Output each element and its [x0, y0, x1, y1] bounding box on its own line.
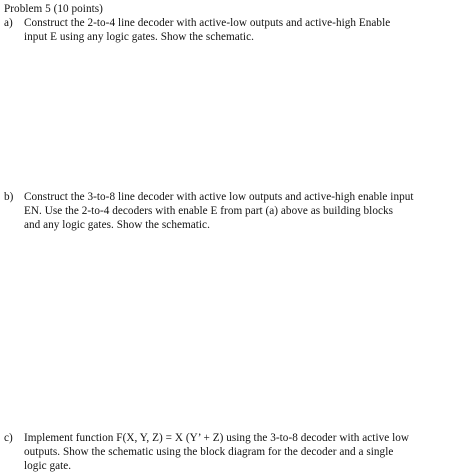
part-c-line-1: Implement function F(X, Y, Z) = X (Y’ + Z) using the 3-to-8 decoder with active low	[24, 432, 410, 444]
problem-title: Problem 5 (10 points)	[4, 3, 103, 15]
part-a-marker: a)	[4, 17, 13, 29]
part-b-line-3: and any logic gates. Show the schematic.	[24, 219, 210, 231]
part-b-line-1: Construct the 3-to-8 line decoder with active low outputs and active-high enable input	[24, 191, 414, 203]
part-a-line-2: input E using any logic gates. Show the schematic.	[24, 31, 254, 43]
part-c-line-3: logic gate.	[24, 460, 72, 472]
part-c-marker: c)	[4, 432, 13, 444]
part-a-line-1: Construct the 2-to-4 line decoder with active-low outputs and active-high Enable	[24, 17, 391, 29]
part-b-marker: b)	[4, 191, 14, 203]
part-b-line-2: EN. Use the 2-to-4 decoders with enable E from part (a) above as building blocks	[24, 205, 394, 217]
part-c-line-2: outputs. Show the schematic using the block diagram for the decoder and a single	[24, 446, 394, 458]
